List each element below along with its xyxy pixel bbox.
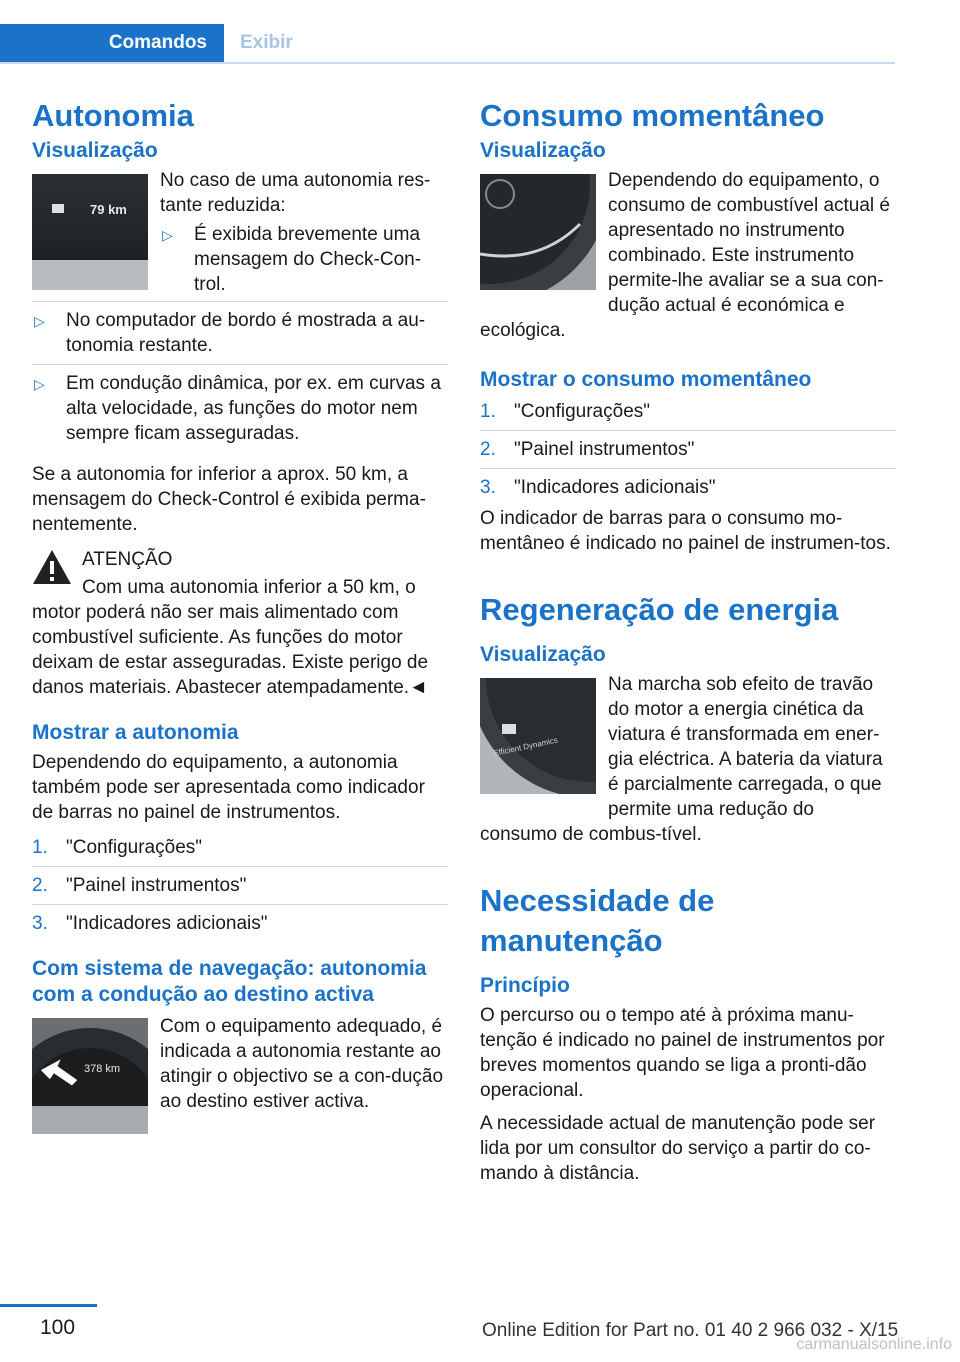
heading-autonomia: Autonomia xyxy=(32,98,194,133)
list-item: 2. "Painel instrumentos" xyxy=(32,875,247,896)
paragraph-check-control: Se a autonomia for inferior a aprox. 50 km, a mensagem do Check-Control é exibida perma-nentemente. xyxy=(32,464,426,535)
heading-navegacao: Com sistema de navegação: autonomia com a condução ao destino activa xyxy=(32,957,427,1006)
paragraph-navegacao: Com o equipamento adequado, é indicada a autonomia restante ao atingir o objectivo se a con-dução ao destino estiver activa. xyxy=(160,1016,444,1112)
steps-list xyxy=(32,835,448,936)
footer-rule xyxy=(0,1304,97,1307)
watermark: carmanualsonline.info xyxy=(796,1336,952,1353)
consumption-gauge-image xyxy=(480,174,596,290)
list-item: 2. "Painel instrumentos" xyxy=(480,439,695,460)
heading-manutencao: Necessidade de manutenção xyxy=(480,883,715,958)
nav-range-image xyxy=(32,1018,148,1134)
bullet-item: ▷ É exibida brevemente uma mensagem do Check-Con-trol. xyxy=(162,224,422,295)
paragraph-manutencao: O percurso ou o tempo até à próxima manu-tenção é indicado no painel de instrumentos por breves momentos quando se liga a pronti-dão operacional. xyxy=(480,1005,885,1101)
heading-visualizacao-consumo: Visualização xyxy=(480,139,606,162)
warning-title: ATENÇÃO xyxy=(82,549,173,570)
range-readout: 79 km xyxy=(90,202,127,217)
autonomia-block xyxy=(32,168,448,297)
heading-visualizacao-regen: Visualização xyxy=(480,643,606,666)
warning-box xyxy=(32,547,448,700)
nav-block xyxy=(32,1014,448,1138)
heading-mostrar-autonomia: Mostrar a autonomia xyxy=(32,721,239,744)
regen-label: Efficient Dynamics xyxy=(492,735,559,758)
header-tabs xyxy=(0,24,895,64)
edition-text: Online Edition for Part no. 01 40 2 966 032 - X/15 xyxy=(482,1320,899,1341)
paragraph-indicador-barras: Dependendo do equipamento, a autonomia também pode ser apresentada como indicador de barras no painel de instrumentos. xyxy=(32,752,425,823)
steps-list-consumo xyxy=(480,399,896,500)
heading-mostrar-consumo: Mostrar o consumo momentâneo xyxy=(480,368,812,391)
fuel-range-image xyxy=(32,174,148,290)
bullet-item: ▷ Em condução dinâmica, por ex. em curvas a alta velocidade, as funções do motor nem sempre ficam asseguradas. xyxy=(34,373,441,444)
heading-consumo: Consumo momentâneo xyxy=(480,98,825,133)
warning-text: Com uma autonomia inferior a 50 km, o motor poderá não ser mais alimentado com combustível suficiente. As funções do motor deixam de estar asseguradas. Existe perigo de danos materiais. Abastecer atempadamente.◄ xyxy=(32,577,429,698)
list-item: 1. "Configurações" xyxy=(32,837,203,858)
list-item: 3. "Indicadores adicionais" xyxy=(480,477,716,498)
paragraph-consumo: Dependendo do equipamento, o consumo de combustível actual é apresentado no instrumento combinado. Este instrumento permite-lhe avaliar se a sua con-dução actual é económica e ecológica. xyxy=(480,170,890,341)
triangle-bullet-icon: ▷ xyxy=(162,227,173,243)
regen-block xyxy=(480,672,896,847)
paragraph-consultor: A necessidade actual de manutenção pode ser lida por um consultor do serviço a partir do co-mando à distância. xyxy=(480,1113,876,1184)
bullet-item: ▷ No computador de bordo é mostrada a au-tonomia restante. xyxy=(34,310,426,356)
page-number: 100 xyxy=(40,1316,76,1339)
triangle-bullet-icon: ▷ xyxy=(34,376,45,392)
right-column xyxy=(480,96,896,1186)
left-column xyxy=(32,96,448,1138)
regen-gauge-image xyxy=(480,678,596,794)
paragraph-autonomia-reduzida: No caso de uma autonomia res-tante reduzida: xyxy=(160,170,431,216)
list-item: 1. "Configurações" xyxy=(480,401,651,422)
paragraph-regeneracao: Na marcha sob efeito de travão do motor a energia cinética da viatura é transformada em ener-gia eléctrica. A bateria da viatura é parcialmente carregada, o que permite uma redução do consumo de combus-tível. xyxy=(480,674,883,845)
nav-readout: 378 km xyxy=(84,1063,121,1075)
heading-principio: Princípio xyxy=(480,974,570,997)
heading-regeneracao: Regeneração de energia xyxy=(480,592,839,627)
consumo-block xyxy=(480,168,896,343)
triangle-bullet-icon: ▷ xyxy=(34,313,45,329)
list-item: 3. "Indicadores adicionais" xyxy=(32,913,268,934)
heading-visualizacao: Visualização xyxy=(32,139,158,162)
tab-exibir[interactable]: Exibir xyxy=(240,32,293,53)
warning-triangle-icon xyxy=(32,549,72,589)
tab-comandos[interactable]: Comandos xyxy=(0,24,224,62)
paragraph-indicador-consumo: O indicador de barras para o consumo mo-mentâneo é indicado no painel de instrumen-tos. xyxy=(480,508,891,554)
